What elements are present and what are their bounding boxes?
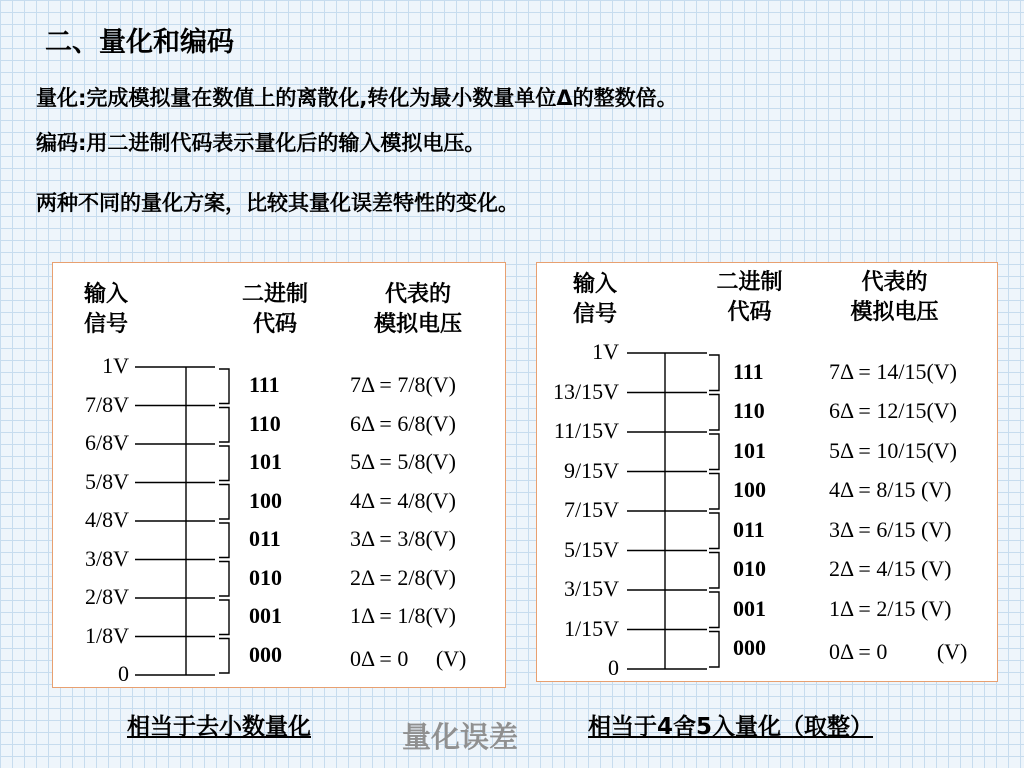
code-bracket xyxy=(219,639,229,674)
caption-truncation: 相当于去小数量化 xyxy=(127,714,311,740)
code-bracket xyxy=(709,592,719,628)
input-level-label: 3/8V xyxy=(85,545,129,571)
represented-voltage: 2Δ = 4/15 (V) xyxy=(829,556,952,582)
code-bracket xyxy=(219,446,229,481)
header-input-signal: 输入 信号 xyxy=(572,271,617,327)
input-level-label: 1V xyxy=(102,353,129,378)
comparison-note: 两种不同的量化方案，比较其量化误差特性的变化。 xyxy=(36,191,519,215)
code-bracket xyxy=(709,355,719,391)
code-bracket xyxy=(219,562,229,597)
binary-code: 011 xyxy=(733,516,765,542)
represented-voltage: 3Δ = 3/8(V) xyxy=(350,526,456,552)
header-binary-code: 二进制 代码 xyxy=(716,269,783,325)
header-analog-voltage: 代表的 模拟电压 xyxy=(373,281,462,337)
input-level-label: 7/15V xyxy=(564,497,619,522)
header-binary-code: 二进制 代码 xyxy=(241,281,308,337)
binary-code: 001 xyxy=(733,595,766,621)
definition-quantization: 量化:完成模拟量在数值上的离散化,转化为最小数量单位Δ的整数倍。 xyxy=(36,86,678,110)
binary-code: 111 xyxy=(249,372,280,398)
binary-code: 100 xyxy=(249,487,282,513)
represented-voltage: 1Δ = 2/15 (V) xyxy=(829,595,952,621)
represented-voltage: 0Δ = 0 (V) xyxy=(829,639,968,665)
code-bracket xyxy=(709,395,719,431)
binary-code: 010 xyxy=(733,556,766,582)
code-bracket xyxy=(219,408,229,443)
input-level-label: 5/15V xyxy=(564,536,619,562)
caption-rounding: 相当于4舍5入量化（取整） xyxy=(588,714,874,740)
binary-code: 100 xyxy=(733,477,766,503)
code-bracket xyxy=(709,513,719,549)
binary-code: 011 xyxy=(249,526,281,552)
definition-encoding: 编码:用二进制代码表示量化后的输入模拟电压。 xyxy=(36,131,486,155)
binary-code: 010 xyxy=(249,564,282,590)
binary-code: 000 xyxy=(733,635,766,661)
binary-code: 110 xyxy=(733,398,765,424)
represented-voltage: 7Δ = 14/15(V) xyxy=(829,358,957,384)
represented-voltage: 6Δ = 6/8(V) xyxy=(350,410,456,436)
input-level-label: 9/15V xyxy=(564,457,619,483)
input-level-label: 0 xyxy=(118,661,129,686)
input-level-label: 1V xyxy=(592,339,619,364)
header-input-signal: 输入 信号 xyxy=(83,281,128,337)
input-level-label: 11/15V xyxy=(553,418,619,443)
represented-voltage: 0Δ = 0 (V) xyxy=(350,645,467,671)
input-level-label: 3/15V xyxy=(564,576,619,601)
input-level-label: 1/8V xyxy=(85,622,129,648)
code-bracket xyxy=(219,523,229,558)
represented-voltage: 2Δ = 2/8(V) xyxy=(350,564,456,590)
represented-voltage: 7Δ = 7/8(V) xyxy=(350,372,456,398)
input-level-label: 1/15V xyxy=(564,615,619,641)
represented-voltage: 4Δ = 8/15 (V) xyxy=(829,477,952,503)
binary-code: 101 xyxy=(733,437,766,463)
rounding-quantization-table xyxy=(536,262,998,682)
code-bracket xyxy=(709,434,719,470)
code-bracket xyxy=(219,369,229,404)
truncation-quantization-table xyxy=(52,262,506,688)
code-bracket xyxy=(709,632,719,668)
binary-code: 101 xyxy=(249,449,282,475)
input-level-label: 13/15V xyxy=(553,378,619,404)
binary-code: 000 xyxy=(249,641,282,667)
input-level-label: 6/8V xyxy=(85,430,129,455)
represented-voltage: 5Δ = 5/8(V) xyxy=(350,449,456,475)
binary-code: 110 xyxy=(249,410,281,436)
code-bracket xyxy=(219,600,229,635)
code-bracket xyxy=(219,485,229,520)
input-level-label: 5/8V xyxy=(85,468,129,494)
binary-code: 111 xyxy=(733,358,764,384)
represented-voltage: 3Δ = 6/15 (V) xyxy=(829,516,952,542)
represented-voltage: 1Δ = 1/8(V) xyxy=(350,603,456,629)
code-bracket xyxy=(709,474,719,510)
binary-code: 001 xyxy=(249,603,282,629)
header-analog-voltage: 代表的 模拟电压 xyxy=(850,269,939,325)
represented-voltage: 5Δ = 10/15(V) xyxy=(829,437,957,463)
represented-voltage: 4Δ = 4/8(V) xyxy=(350,487,456,513)
slide-title: 二、量化和编码 xyxy=(45,27,234,58)
code-bracket xyxy=(709,553,719,589)
input-level-label: 4/8V xyxy=(85,507,129,532)
caption-quantization-error: 量化误差 xyxy=(402,720,519,754)
input-level-label: 2/8V xyxy=(85,584,129,609)
input-level-label: 0 xyxy=(608,655,619,680)
input-level-label: 7/8V xyxy=(85,391,129,417)
represented-voltage: 6Δ = 12/15(V) xyxy=(829,398,957,424)
